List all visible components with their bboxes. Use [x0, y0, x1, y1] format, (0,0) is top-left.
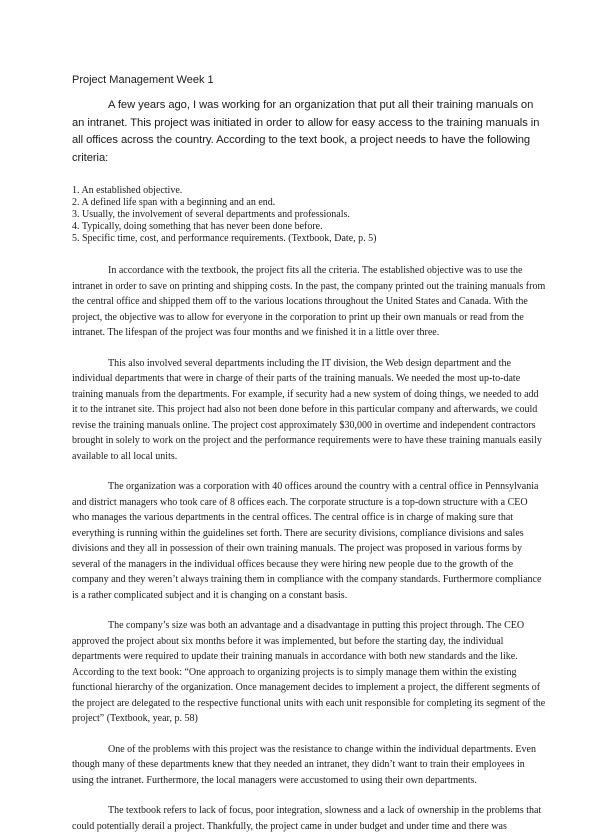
criteria-item: 4. Typically, doing something that has never been done before.: [72, 221, 323, 233]
body-paragraph: The textbook refers to lack of focus, poor integration, slowness and a lack of ownership in the problems that could potentially derail a project. Thankfully, the project came in under budget and under time and there was: [72, 805, 542, 832]
document-title: Project Management Week 1: [72, 74, 214, 86]
body-paragraph: One of the problems with this project was the resistance to change within the individual departments. Even though many of these departments knew that they needed an intranet, they didn’t want to train their employees in using the intranet. Furthermore, the local managers were accustomed to using their own departments.: [72, 743, 536, 786]
body-paragraph: In accordance with the textbook, the project fits all the criteria. The established objective was to use the intranet in order to save on printing and shipping costs. In the past, the company printed out the training manuals from the central office and shipped them off to the various locations throughout the United States and Canada. With the project, the objective was to allow for everyone in the corporation to print up their own manuals or read from the intranet. The lifespan of the project was four months and we finished it in a little over three.: [72, 265, 546, 339]
criteria-item: 1. An established objective.: [72, 185, 183, 196]
body-paragraph: This also involved several departments including the IT division, the Web design department and the individual departments that were in charge of their parts of the training manuals. We needed the most up-to-date training manuals from the departments. For example, if security had a new system of doing things, we needed to add it to the intranet site. This project had also not been done before in this particular company and afterwards, we could revise the training manuals online. The project cost approximately $30,000 in overtime and independent contractors brought in solely to work on the project and the performance requirements were to have these training manuals easily available to all local units.: [72, 357, 542, 462]
criteria-list: [72, 185, 546, 245]
body-paragraph: The organization was a corporation with 40 offices around the country with a central office in Pennsylvania and district managers who took care of 8 offices each. The corporate structure is a top-down structure with a CEO who manages the various departments in the central offices. The central office is in charge of making sure that everything is running within the guidelines set forth. There are security divisions, compliance divisions and sales divisions and they all in possession of their own training manuals. The project was proposed in various forms by several of the managers in the individual offices because they were hiring new people due to the growth of the company and they weren’t always training them in compliance with the company standards. Furthermore compliance is a rather complicated subject and it is changing on a constant basis.: [72, 481, 542, 601]
body-paragraph: The company’s size was both an advantage and a disadvantage in putting this project through. The CEO approved the project about six months before it was implemented, but before the starting day, the individual departments were required to update their training manuals in accordance with both new standards and the like. According to the text book: “One approach to organizing projects is to simply manage them within the existing functional hierarchy of the organization. Once management decides to implement a project, the different segments of the project are delegated to the respective functional units with each unit responsible for completing its segment of the project” (Textbook, year, p. 58): [72, 620, 546, 725]
intro-paragraph: A few years ago, I was working for an organization that put all their training manuals on an intranet. This project was initiated in order to allow for easy access to the training manuals in all offices across the country. According to the text book, a project needs to have the following criteria:: [72, 99, 540, 164]
criteria-item: 2. A defined life span with a beginning and an end.: [72, 197, 276, 209]
criteria-item: 3. Usually, the involvement of several departments and professionals.: [72, 209, 350, 221]
criteria-item: 5. Specific time, cost, and performance requirements. (Textbook, Date, p. 5): [72, 233, 377, 245]
